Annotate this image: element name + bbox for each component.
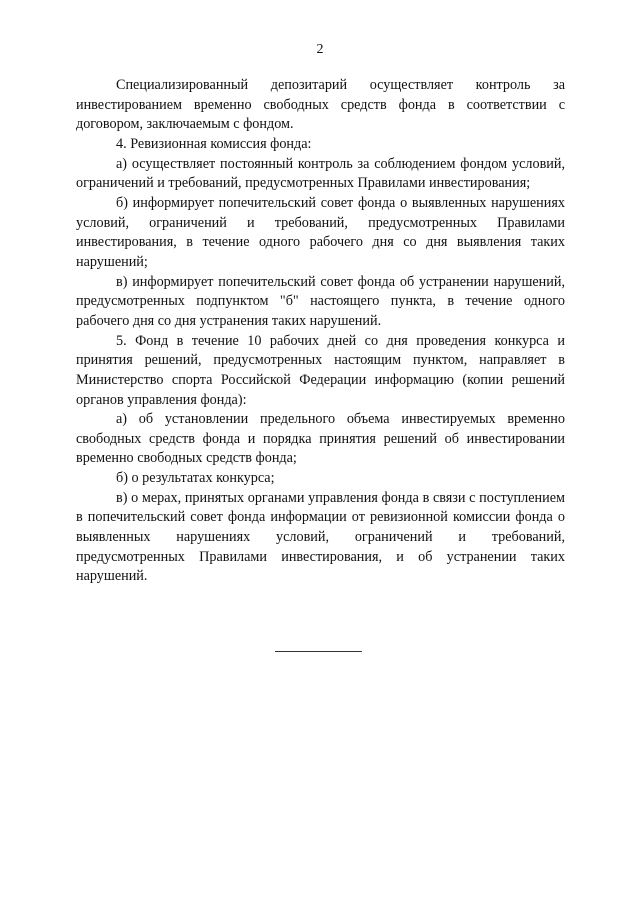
paragraph-audit-commission-heading: 4. Ревизионная комиссия фонда: bbox=[116, 135, 312, 152]
paragraph-audit-item-a: а) осуществляет постоянный контроль за соблюдением фондом условий, ограничений и требований, предусмотренных Правилами инвестирования; bbox=[76, 155, 565, 192]
paragraph-audit-item-c: в) информирует попечительский совет фонда об устранении нарушений, предусмотренных подпунктом "б" настоящего пункта, в течение одного рабочего дня со дня устранения таких нарушений. bbox=[76, 273, 565, 329]
paragraph-reporting-item-b: б) о результатах конкурса; bbox=[116, 470, 275, 487]
paragraph-reporting-item-c: в) о мерах, принятых органами управления фонда в связи с поступлением в попечительский совет фонда информации от ревизионной комиссии фонда о выявленных нарушениях условий, ограничений и требований, предусмотренных Правилами инвестирования, и об устранении таких нарушений. bbox=[76, 489, 565, 585]
document-body bbox=[76, 76, 565, 587]
paragraph-fund-reporting: 5. Фонд в течение 10 рабочих дней со дня проведения конкурса и принятия решений, предусмотренных настоящим пунктом, направляет в Министерство спорта Российской Федерации информацию (копии решений органов управления фонда): bbox=[76, 332, 565, 408]
paragraph-depositary-control: Специализированный депозитарий осуществляет контроль за инвестированием временно свободных средств фонда в соответствии с договором, заключаемым с фондом. bbox=[76, 77, 565, 133]
paragraph-audit-item-b: б) информирует попечительский совет фонда о выявленных нарушениях условий, ограничений и требований, предусмотренных Правилами инвестирования, в течение одного рабочего дня со дня выявления таких нарушений; bbox=[76, 194, 565, 270]
paragraph-reporting-item-a: а) об установлении предельного объема инвестируемых временно свободных средств фонда и порядка принятия решений об инвестировании временно свободных средств фонда; bbox=[76, 411, 565, 467]
end-divider bbox=[275, 651, 362, 652]
page-number: 2 bbox=[316, 42, 324, 57]
